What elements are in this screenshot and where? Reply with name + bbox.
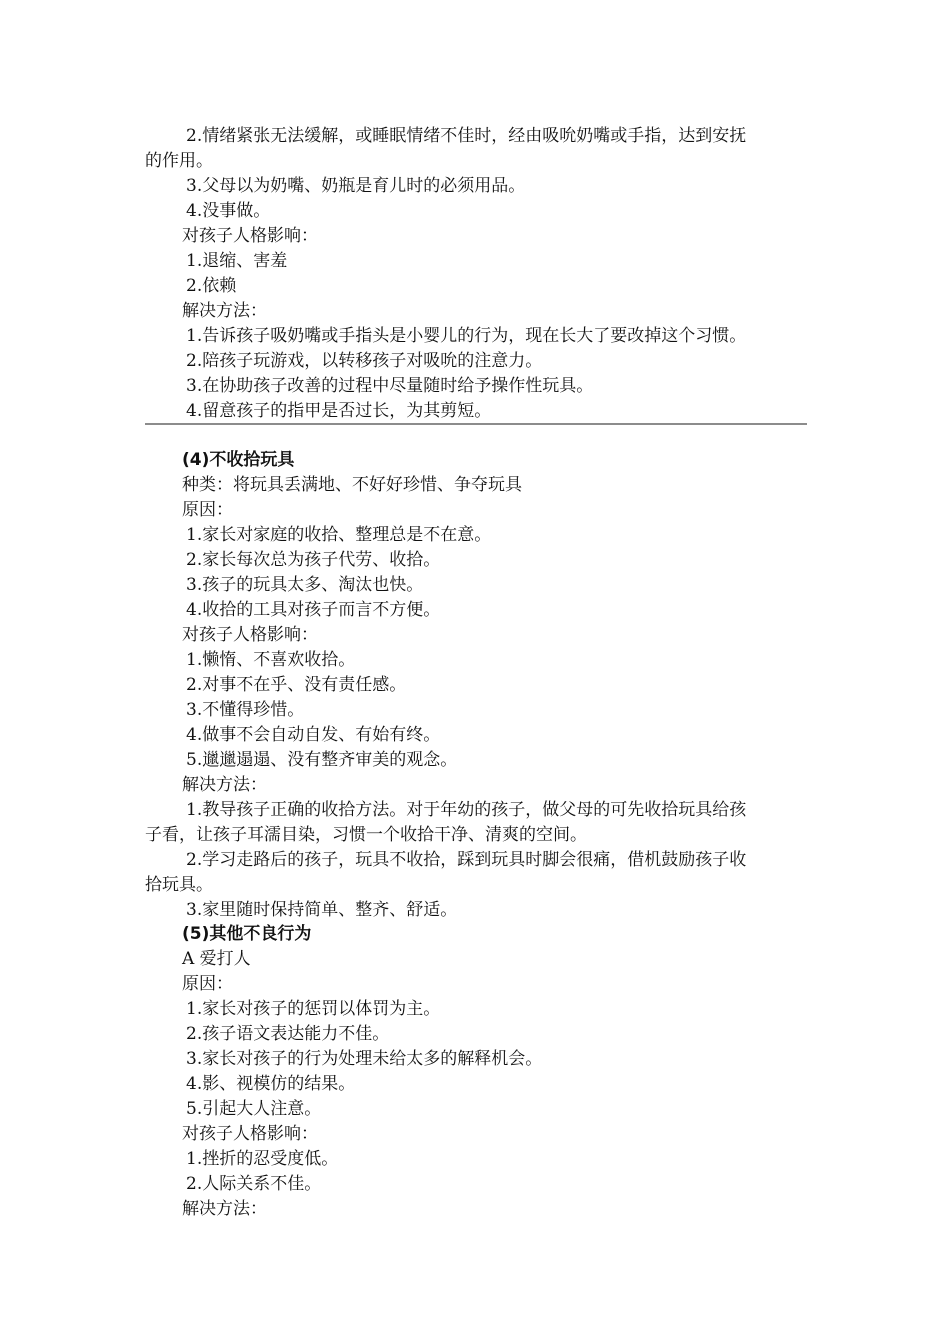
subsection-label: A 爱打人 [182, 949, 251, 969]
list-item: 1.告诉孩子吸奶嘴或手指头是小婴儿的行为，现在长大了要改掉这个习惯。 [186, 326, 747, 346]
section-label: 解决方法： [182, 301, 267, 321]
list-item: 1.挫折的忍受度低。 [186, 1149, 339, 1169]
section-label: 对孩子人格影响： [182, 226, 318, 246]
list-item: 2.孩子语文表达能力不佳。 [186, 1024, 390, 1044]
list-item: 4.收拾的工具对孩子而言不方便。 [186, 600, 441, 620]
list-item: 3.家长对孩子的行为处理未给太多的解释机会。 [186, 1049, 543, 1069]
section-label: 解决方法： [182, 1199, 267, 1219]
list-item: 4.做事不会自动自发、有始有终。 [186, 725, 441, 745]
section-divider [145, 423, 807, 425]
list-item: 3.不懂得珍惜。 [186, 700, 305, 720]
list-item: 2.陪孩子玩游戏，以转移孩子对吸吮的注意力。 [186, 351, 543, 371]
paragraph-line: 种类：将玩具丢满地、不好好珍惜、争夺玩具 [182, 475, 522, 495]
section-label: 解决方法： [182, 775, 267, 795]
section-label: 对孩子人格影响： [182, 625, 318, 645]
paragraph-line: 子看，让孩子耳濡目染，习惯一个收拾干净、清爽的空间。 [145, 825, 587, 845]
list-item: 3.家里随时保持简单、整齐、舒适。 [186, 900, 458, 920]
paragraph-line: 的作用。 [145, 151, 213, 171]
paragraph-line: 2.情绪紧张无法缓解，或睡眠情绪不佳时，经由吸吮奶嘴或手指，达到安抚 [186, 126, 747, 146]
section-heading: (4)不收拾玩具 [182, 450, 295, 470]
list-item: 4.影、视模仿的结果。 [186, 1074, 356, 1094]
list-item: 2.家长每次总为孩子代劳、收拾。 [186, 550, 441, 570]
list-item: 1.家长对家庭的收拾、整理总是不在意。 [186, 525, 492, 545]
section-label: 原因： [182, 500, 233, 520]
paragraph-line: 1.教导孩子正确的收拾方法。对于年幼的孩子，做父母的可先收拾玩具给孩 [186, 800, 747, 820]
paragraph-line: 拾玩具。 [145, 875, 213, 895]
paragraph-line: 2.学习走路后的孩子，玩具不收拾，踩到玩具时脚会很痛，借机鼓励孩子收 [186, 850, 747, 870]
section-label: 原因： [182, 974, 233, 994]
list-item: 1.家长对孩子的惩罚以体罚为主。 [186, 999, 441, 1019]
list-item: 2.对事不在乎、没有责任感。 [186, 675, 407, 695]
list-item: 4.留意孩子的指甲是否过长，为其剪短。 [186, 401, 492, 421]
list-item: 4.没事做。 [186, 201, 271, 221]
list-item: 2.人际关系不佳。 [186, 1174, 322, 1194]
list-item: 3.父母以为奶嘴、奶瓶是育儿时的必须用品。 [186, 176, 526, 196]
list-item: 3.在协助孩子改善的过程中尽量随时给予操作性玩具。 [186, 376, 594, 396]
list-item: 2.依赖 [186, 276, 237, 296]
list-item: 1.退缩、害羞 [186, 251, 288, 271]
list-item: 5.引起大人注意。 [186, 1099, 322, 1119]
section-heading: (5)其他不良行为 [182, 924, 312, 944]
section-label: 对孩子人格影响： [182, 1124, 318, 1144]
list-item: 3.孩子的玩具太多、淘汰也快。 [186, 575, 424, 595]
list-item: 5.邋邋遢遢、没有整齐审美的观念。 [186, 750, 458, 770]
list-item: 1.懒惰、不喜欢收拾。 [186, 650, 356, 670]
